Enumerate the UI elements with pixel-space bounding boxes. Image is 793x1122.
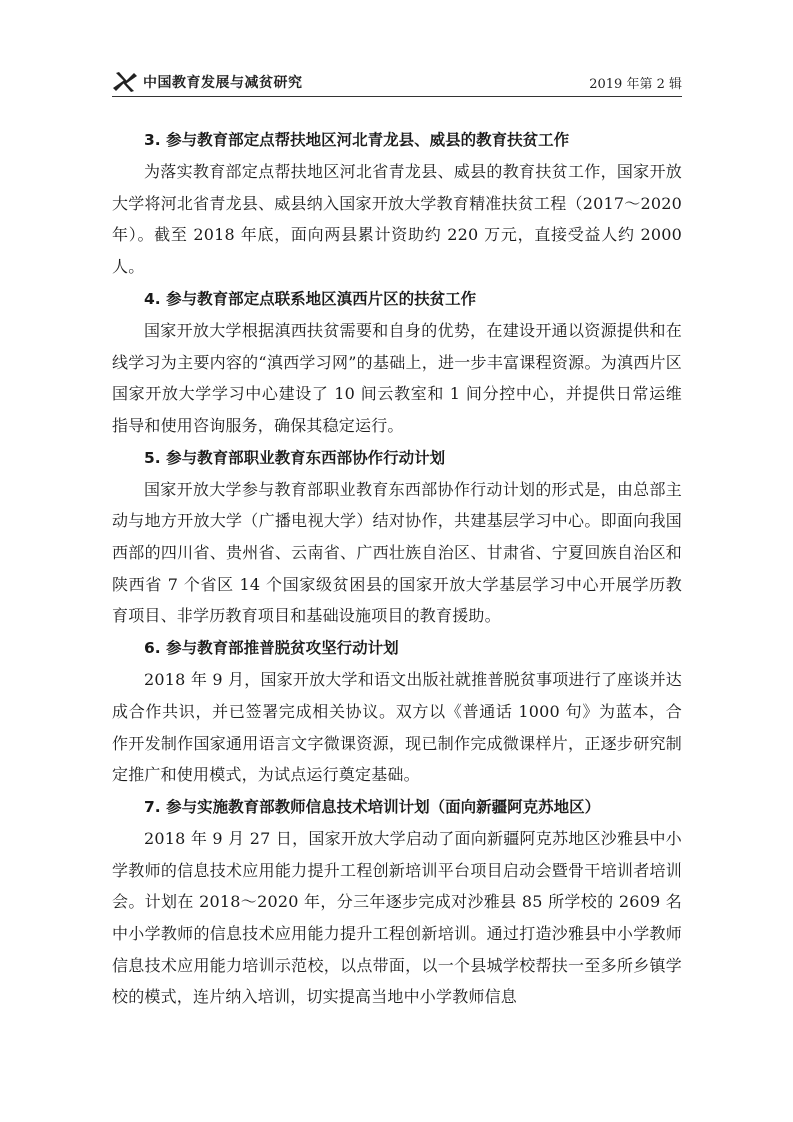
cross-star-logo-icon (112, 70, 138, 94)
section-heading-5: 5. 参与教育部职业教育东西部协作行动计划 (144, 448, 446, 467)
journal-title: 中国教育发展与减贫研究 (143, 75, 303, 91)
section-heading-4: 4. 参与教育部定点联系地区滇西片区的扶贫工作 (144, 289, 477, 308)
section-heading-6: 6. 参与教育部推普脱贫攻坚行动计划 (144, 639, 399, 658)
section-paragraph-3: 为落实教育部定点帮扶地区河北省青龙县、威县的教育扶贫工作，国家开放大学将河北省青龙县、威县纳入国家开放大学教育精准扶贫工程（2017～2020 年）。截至 2018 年底，面向两县累计资助约 220 万元，直接受益人约 2000 人。 (112, 162, 682, 277)
running-header (112, 66, 682, 100)
article-body (112, 124, 682, 1013)
section-paragraph-7: 2018 年 9 月 27 日，国家开放大学启动了面向新疆阿克苏地区沙雅县中小学教师的信息技术应用能力提升工程创新培训平台项目启动会暨骨干培训者培训会。计划在 2018～2020 年，分三年逐步完成对沙雅县 85 所学校的 2609 名中小学教师的信息技术应用能力提升工程创新培训。通过打造沙雅县中小学教师信息技术应用能力培训示范校，以点带面，以一个县城学校帮扶一至多所乡镇学校的模式，连片纳入培训，切实提高当地中小学教师信息 (112, 828, 682, 1007)
section-paragraph-6: 2018 年 9 月，国家开放大学和语文出版社就推普脱贫事项进行了座谈并达成合作共识，并已签署完成相关协议。双方以《普通话 1000 句》为蓝本，合作开发制作国家通用语言文字微课资源，现已制作完成微课样片，正逐步研究制定推广和使用模式，为试点运行奠定基础。 (112, 670, 682, 785)
section-heading-7: 7. 参与实施教育部教师信息技术培训计划（面向新疆阿克苏地区） (144, 797, 601, 816)
issue-number: 2019 年第 2 辑 (589, 77, 682, 92)
section-heading-3: 3. 参与教育部定点帮扶地区河北青龙县、威县的教育扶贫工作 (144, 131, 570, 149)
section-paragraph-4: 国家开放大学根据滇西扶贫需要和自身的优势，在建设开通以资源提供和在线学习为主要内容的“滇西学习网”的基础上，进一步丰富课程资源。为滇西片区国家开放大学学习中心建设了 10 间云教室和 1 间分控中心，并提供日常运维指导和使用咨询服务，确保其稳定运行。 (112, 320, 682, 435)
section-paragraph-5: 国家开放大学参与教育部职业教育东西部协作行动计划的形式是，由总部主动与地方开放大学（广播电视大学）结对协作，共建基层学习中心。即面向我国西部的四川省、贵州省、云南省、广西壮族自治区、甘肃省、宁夏回族自治区和陕西省 7 个省区 14 个国家级贫困县的国家开放大学基层学习中心开展学历教育项目、非学历教育项目和基础设施项目的教育援助。 (112, 479, 682, 626)
header-rule (112, 96, 682, 97)
